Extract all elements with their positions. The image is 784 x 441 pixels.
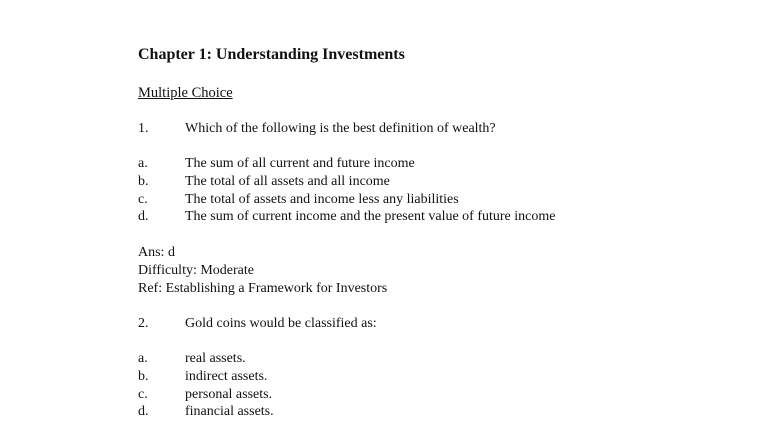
question-stem: Gold coins would be classified as:	[185, 316, 377, 331]
option-letter: c.	[138, 387, 148, 402]
option-text: real assets.	[185, 351, 246, 366]
option-letter: d.	[138, 209, 149, 224]
option-text: The sum of all current and future income	[185, 156, 415, 171]
option-text: indirect assets.	[185, 369, 268, 384]
option-letter: a.	[138, 351, 148, 366]
chapter-title: Chapter 1: Understanding Investments	[138, 46, 405, 63]
section-heading: Multiple Choice	[138, 85, 233, 101]
option-letter: b.	[138, 369, 149, 384]
option-text: financial assets.	[185, 404, 274, 419]
option-letter: b.	[138, 174, 149, 189]
reference-line: Ref: Establishing a Framework for Investors	[138, 281, 388, 296]
difficulty-line: Difficulty: Moderate	[138, 263, 254, 278]
option-letter: d.	[138, 404, 149, 419]
question-number: 1.	[138, 121, 149, 136]
option-letter: a.	[138, 156, 148, 171]
question-stem: Which of the following is the best definition of wealth?	[185, 121, 496, 136]
answer-line: Ans: d	[138, 245, 175, 260]
option-text: The total of assets and income less any liabilities	[185, 192, 459, 207]
option-text: The total of all assets and all income	[185, 174, 390, 189]
option-text: personal assets.	[185, 387, 273, 402]
question-number: 2.	[138, 316, 149, 331]
option-letter: c.	[138, 192, 148, 207]
option-text: The sum of current income and the present value of future income	[185, 209, 556, 224]
